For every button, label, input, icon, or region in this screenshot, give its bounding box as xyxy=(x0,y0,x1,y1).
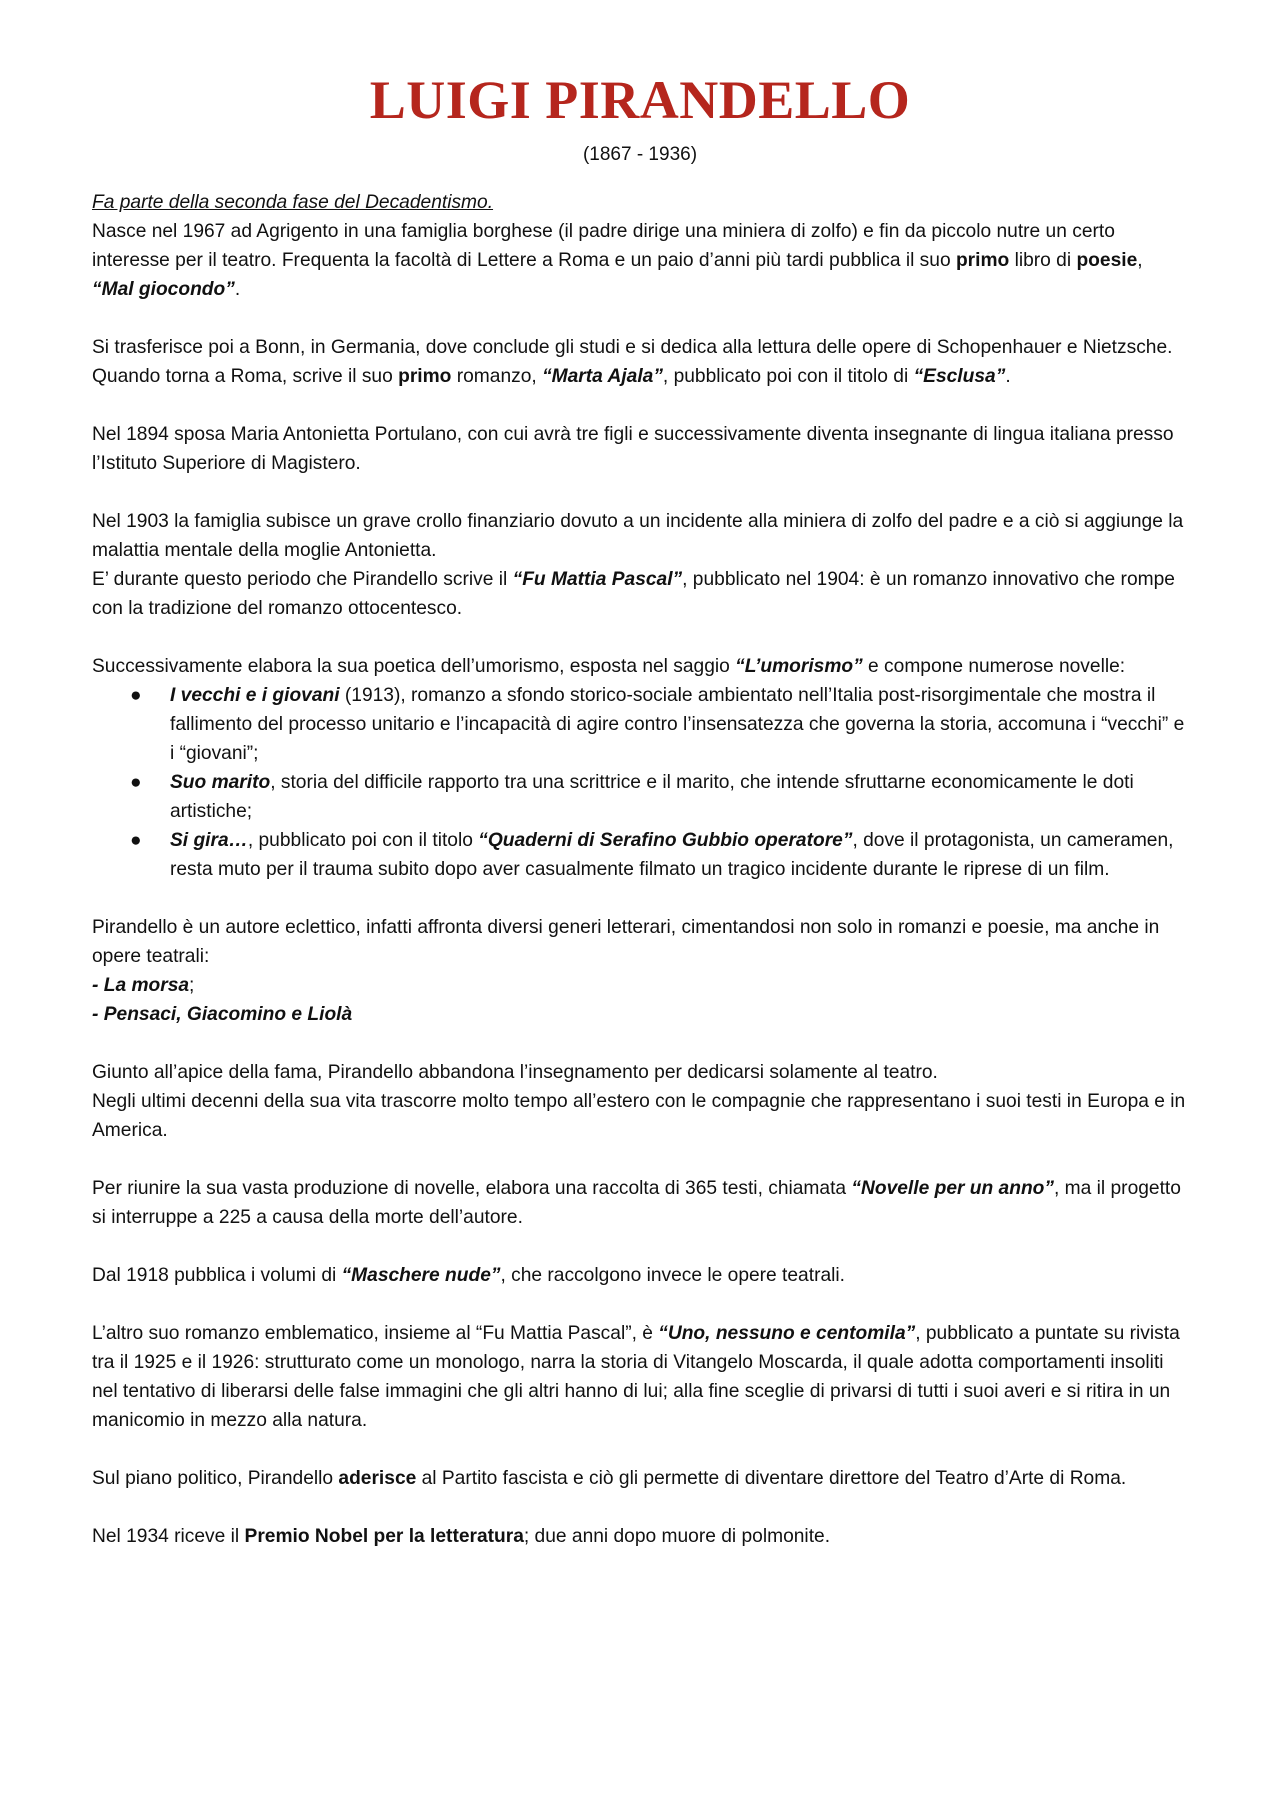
bullet-icon: ● xyxy=(130,772,142,793)
paragraph-novelle: Per riunire la sua vasta produzione di novelle, elabora una raccolta di 365 testi, chiamata “Novelle per un anno”, ma il progetto si interruppe a 225 a causa della morte dell’autore. xyxy=(92,1178,1181,1228)
page-title: LUIGI PIRANDELLO xyxy=(369,70,911,130)
intro-underlined: Fa parte della seconda fase del Decadentismo. xyxy=(92,192,494,213)
paragraph-eclectic: Pirandello è un autore eclettico, infatti affronta diversi generi letterari, cimentandosi non solo in romanzi e poesie, ma anche in opere teatrali: xyxy=(92,917,1160,967)
paragraph-crisis: Nel 1903 la famiglia subisce un grave crollo finanziario dovuto a un incidente alla miniera di zolfo del padre e a ciò si aggiunge la malattia mentale della moglie Antonietta. xyxy=(92,511,1184,561)
paragraph-umorismo: Successivamente elabora la sua poetica dell’umorismo, esposta nel saggio “L’umorismo” e compone numerose novelle: xyxy=(92,656,1126,677)
paragraph-bonn: Si trasferisce poi a Bonn, in Germania, dove conclude gli studi e si dedica alla lettura delle opere di Schopenhauer e Nietzsche. xyxy=(92,337,1173,358)
life-dates: (1867 - 1936) xyxy=(582,144,698,165)
paragraph-uno-nessuno: L’altro suo romanzo emblematico, insieme al “Fu Mattia Pascal”, è “Uno, nessuno e centomila”, pubblicato a puntate su rivista tra il 1925 e il 1926: strutturato come un monologo, narra la storia di Vitangelo Moscarda, il quale adotta comportamenti insoliti nel tentativo di liberarsi delle false immagini che gli altri hanno di lui; alla fine sceglie di privarsi di tutti i suoi averi e si ritira in un manicomio in mezzo alla natura. xyxy=(92,1323,1180,1431)
paragraph-abroad: Negli ultimi decenni della sua vita trascorre molto tempo all’estero con le compagnie che rappresentano i suoi testi in Europa e in America. xyxy=(92,1091,1186,1141)
novels-list xyxy=(92,681,1188,884)
paragraph-maschere: Dal 1918 pubblica i volumi di “Maschere nude”, che raccolgono invece le opere teatrali. xyxy=(92,1265,845,1286)
list-item: ● I vecchi e i giovani (1913), romanzo a sfondo storico-sociale ambientato nell’Italia post-risorgimentale che mostra il fallimento del processo unitario e l’incapacità di agire contro l’insensatezza che governa la storia, accomuna i “vecchi” e i “giovani”; xyxy=(92,681,1188,768)
paragraph-nobel: Nel 1934 riceve il Premio Nobel per la letteratura; due anni dopo muore di polmonite. xyxy=(92,1526,831,1547)
list-item: ● Si gira…, pubblicato poi con il titolo “Quaderni di Serafino Gubbio operatore”, dove il protagonista, un cameramen, resta muto per il trauma subito dopo aver casualmente filmato un tragico incidente durante le riprese di un film. xyxy=(92,826,1188,884)
play-item: - Pensaci, Giacomino e Liolà xyxy=(92,1004,353,1025)
play-item: - La morsa; xyxy=(92,975,195,996)
paragraph-mattia-pascal: E’ durante questo periodo che Pirandello scrive il “Fu Mattia Pascal”, pubblicato nel 1904: è un romanzo innovativo che rompe con la tradizione del romanzo ottocentesco. xyxy=(92,569,1175,619)
bullet-icon: ● xyxy=(130,685,142,706)
bullet-icon: ● xyxy=(130,830,142,851)
paragraph-marriage: Nel 1894 sposa Maria Antonietta Portulano, con cui avrà tre figli e successivamente diventa insegnante di lingua italiana presso l’Istituto Superiore di Magistero. xyxy=(92,424,1174,474)
paragraph-intro: Fa parte della seconda fase del Decadentismo. Nasce nel 1967 ad Agrigento in una famiglia borghese (il padre dirige una miniera di zolfo) e fin da piccolo nutre un certo interesse per il teatro. Frequenta la facoltà di Lettere a Roma e un paio d’anni più tardi pubblica il suo primo libro di poesie, “Mal giocondo”. xyxy=(92,192,1143,300)
paragraph-politics: Sul piano politico, Pirandello aderisce al Partito fascista e ciò gli permette di diventare direttore del Teatro d’Arte di Roma. xyxy=(92,1468,1127,1489)
list-item: ● Suo marito, storia del difficile rapporto tra una scrittrice e il marito, che intende sfruttarne economicamente le doti artistiche; xyxy=(92,768,1188,826)
paragraph-roma: Quando torna a Roma, scrive il suo primo romanzo, “Marta Ajala”, pubblicato poi con il titolo di “Esclusa”. xyxy=(92,366,1011,387)
paragraph-fame: Giunto all’apice della fama, Pirandello abbandona l’insegnamento per dedicarsi solamente al teatro. xyxy=(92,1062,938,1083)
